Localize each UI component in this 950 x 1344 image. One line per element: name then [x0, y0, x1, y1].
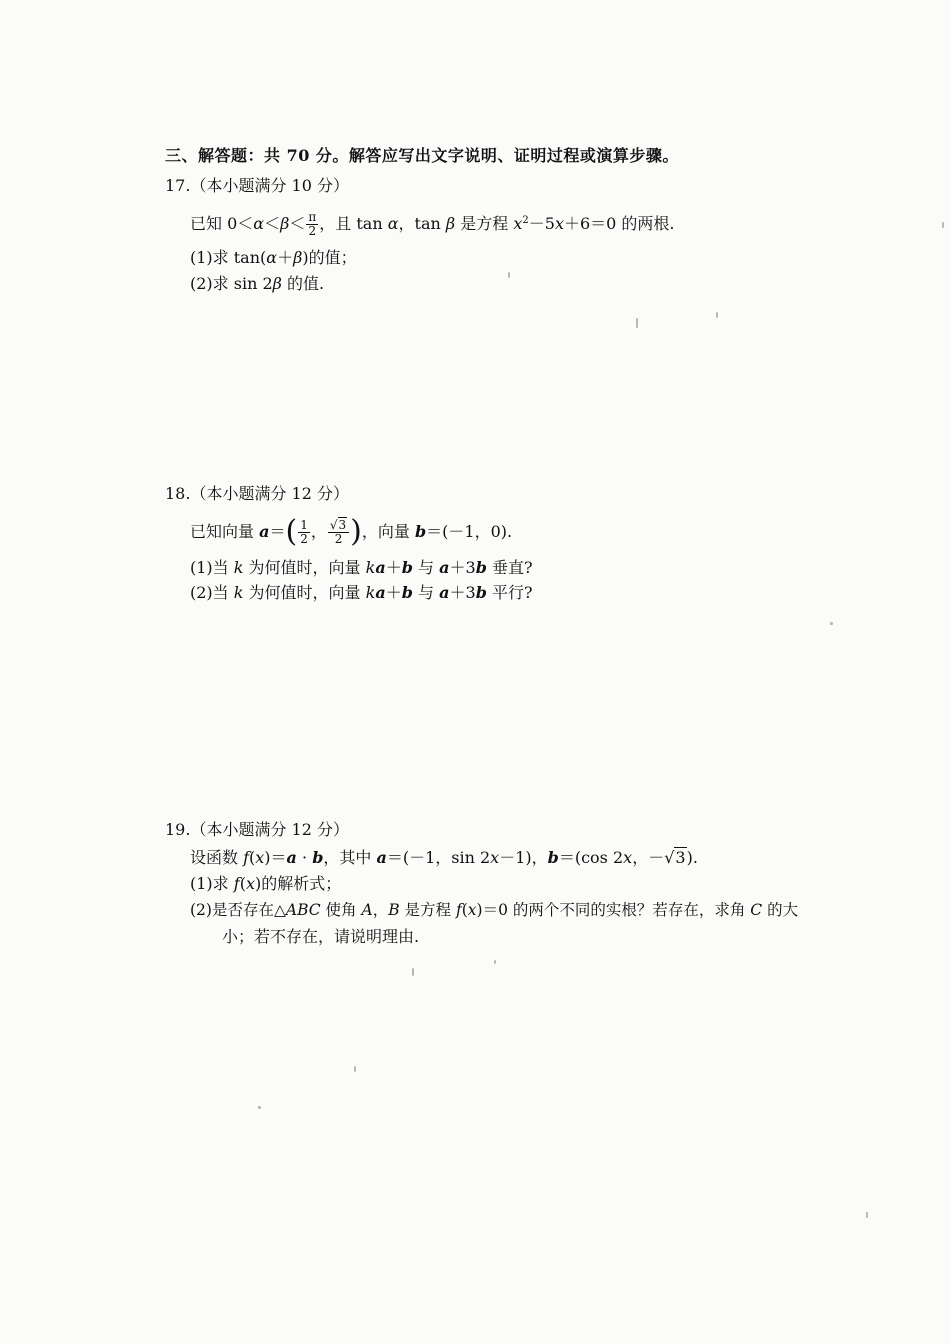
q17-stem-text: ＋6＝0 的两根. [563, 214, 675, 233]
scan-speck [258, 1106, 261, 1109]
beta-symbol: β [445, 214, 456, 233]
q17-stem [190, 208, 675, 238]
q18-part1-text: (1)当 [190, 558, 234, 577]
vector-b: b [475, 558, 487, 577]
alpha-symbol: α [266, 248, 278, 267]
q19-stem-text: －1)， [499, 848, 548, 867]
q19-stem-text: )＝ [264, 848, 287, 867]
q19-stem-text: ，－ [632, 848, 665, 867]
q19-stem-text: ，其中 [323, 848, 377, 867]
alpha-symbol: α [253, 214, 265, 233]
q18-part2-text: (2)当 [190, 583, 234, 602]
vector-a: a [376, 848, 387, 867]
x-variable: x [513, 214, 523, 233]
f-function: f [233, 874, 240, 893]
q17-stem-text: 是方程 [455, 214, 514, 233]
vector-b: b [475, 583, 487, 602]
q17-part2-text: 的值. [281, 274, 325, 293]
q18-stem-text: ，向量 [361, 522, 415, 541]
x-variable: x [467, 901, 477, 919]
vector-a: a [375, 558, 386, 577]
scan-speck [830, 622, 833, 625]
scan-speck [508, 272, 510, 278]
vector-b: b [547, 848, 559, 867]
scan-speck [412, 968, 414, 976]
q17-part1-text: )的值； [302, 248, 357, 267]
vector-b: b [312, 848, 324, 867]
pi-over-2-fraction [306, 211, 318, 238]
vector-a: a [439, 558, 450, 577]
scan-speck [942, 222, 944, 228]
scan-speck [866, 1212, 868, 1218]
sqrt-symbol: √3 [329, 518, 347, 532]
scan-speck [636, 318, 638, 328]
beta-symbol: β [293, 248, 303, 267]
plus-symbol: ＋ [277, 248, 294, 267]
fraction-denominator: 2 [300, 532, 308, 546]
q18-stem-text: 已知向量 [190, 522, 260, 541]
scan-speck [494, 960, 496, 964]
comma: ， [310, 522, 327, 541]
q17-stem-text: 已知 0＜ [190, 214, 254, 233]
q18-part1-text: ＋3 [449, 558, 476, 577]
fraction-denominator: 2 [334, 532, 343, 546]
angle-b: B [388, 901, 400, 919]
q19-stem-text: ＝(cos 2 [558, 848, 624, 867]
q19-part1 [190, 874, 341, 894]
alpha-symbol: α [387, 214, 399, 233]
x-variable: x [245, 874, 255, 893]
q19-stem-text: 设函数 [190, 848, 244, 867]
q19-part2-text: )＝0 的两个不同的实根？若存在，求角 [476, 901, 751, 919]
right-paren: ) [350, 514, 362, 549]
fraction-numerator: π [308, 210, 317, 224]
q18-part2-text: 为何值时，向量 [243, 583, 366, 602]
plus-symbol: ＋ [385, 558, 402, 577]
q19-part1-text: ( [239, 874, 246, 893]
q17-part2-text: (2)求 sin 2 [190, 274, 273, 293]
vector-a: a [259, 522, 270, 541]
q18-part1 [190, 558, 533, 578]
one-half-fraction [298, 519, 310, 546]
fraction-numerator: 1 [300, 518, 308, 532]
x-variable: x [623, 848, 633, 867]
sqrt-symbol: √3 [664, 848, 686, 867]
left-paren: ( [285, 514, 298, 549]
lt-symbol: ＜ [264, 214, 281, 233]
q19-part1-text: (1)求 [190, 874, 234, 893]
scan-speck [354, 1066, 356, 1072]
vector-a: a [439, 583, 450, 602]
q18-header: 18.（本小题满分 12 分） [165, 484, 349, 503]
fraction-numerator [328, 519, 349, 533]
q18-part1-text: 与 [412, 558, 440, 577]
q19-stem-text: ( [249, 848, 256, 867]
beta-symbol: β [272, 274, 282, 293]
q19-part2 [190, 900, 798, 920]
k-variable: k [233, 583, 244, 602]
section-title: 三、解答题：共 70 分。解答应写出文字说明、证明过程或演算步骤。 [165, 146, 679, 165]
q17-part1 [190, 248, 357, 268]
angle-a: A [361, 901, 373, 919]
q19-part1-text: )的解析式； [254, 874, 342, 893]
root3-over-2-fraction [328, 519, 349, 546]
k-variable: k [233, 558, 244, 577]
comma: ， [372, 901, 389, 919]
q18-part2-text: ＋3 [449, 583, 476, 602]
q19-part2-text: 使角 [320, 901, 362, 919]
lt-symbol: ＜ [289, 214, 306, 233]
angle-c: C [750, 901, 763, 919]
q19-stem-text: ). [686, 848, 698, 867]
vector-a: a [286, 848, 297, 867]
triangle-label: ABC [285, 901, 321, 919]
equals-symbol: ＝ [269, 522, 286, 541]
q19-header: 19.（本小题满分 12 分） [165, 820, 349, 839]
x-variable: x [554, 214, 564, 233]
q19-part2-text: 是方程 [399, 901, 456, 919]
dot-symbol: · [296, 848, 313, 867]
plus-symbol: ＋ [385, 583, 402, 602]
q19-part2-text: ( [461, 901, 468, 919]
vector-b: b [401, 583, 413, 602]
q18-part2-text: 平行? [486, 583, 533, 602]
q17-header: 17.（本小题满分 10 分） [165, 176, 349, 195]
f-function: f [243, 848, 250, 867]
q18-part1-text: 为何值时，向量 [243, 558, 366, 577]
q17-part1-text: (1)求 tan( [190, 248, 267, 267]
vector-a: a [375, 583, 386, 602]
exponent: 2 [522, 215, 529, 226]
beta-symbol: β [280, 214, 290, 233]
scan-speck [716, 312, 718, 318]
q17-stem-text: －5 [528, 214, 555, 233]
x-variable: x [255, 848, 265, 867]
q18-part1-text: 垂直? [486, 558, 533, 577]
q19-stem [190, 848, 698, 868]
fraction-denominator: 2 [308, 224, 317, 238]
q17-part2 [190, 274, 324, 294]
k-variable: k [365, 558, 376, 577]
q18-stem-text: ＝(－1，0). [426, 522, 513, 541]
vector-b: b [414, 522, 427, 541]
q19-part2-text: (2)是否存在△ [190, 901, 286, 919]
q19-part2-text: 的大 [762, 901, 799, 919]
radicand: 3 [338, 518, 347, 532]
f-function: f [455, 901, 462, 919]
radicand: 3 [675, 848, 686, 867]
q19-part2-continued: 小；若不存在，请说明理由. [222, 927, 420, 946]
x-variable: x [490, 848, 500, 867]
k-variable: k [365, 583, 376, 602]
q18-stem [190, 514, 513, 549]
q18-part2-text: 与 [412, 583, 440, 602]
vector-b: b [401, 558, 413, 577]
q17-stem-text: ，且 tan [319, 214, 388, 233]
q17-stem-text: ，tan [398, 214, 446, 233]
q19-stem-text: ＝(－1，sin 2 [386, 848, 491, 867]
q18-part2 [190, 583, 533, 603]
